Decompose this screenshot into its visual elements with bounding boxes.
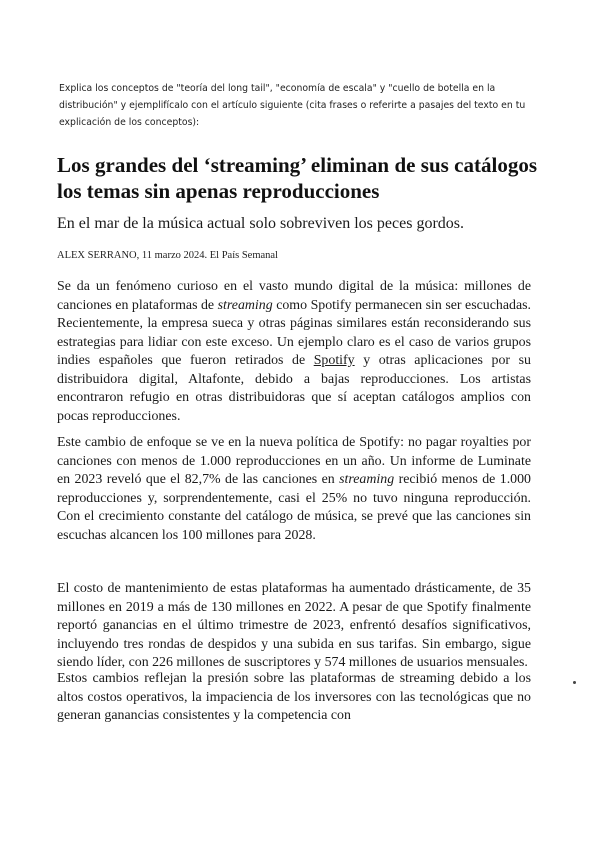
assignment-instructions: Explica los conceptos de "teoría del long tail", "economía de escala" y "cuello de botella en la distribución" y ejemplifícalo con el artículo siguiente (cita frases o referirte a pasajes del texto en tu explicación de los conceptos): <box>59 83 526 128</box>
article-paragraph-3: El costo de mantenimiento de estas plataformas ha aumentado drásticamente, de 35 millones en 2019 a más de 130 millones en 2022. A pesar de que Spotify finalmente reportó ganancias en el último trimestre de 2023, enfrentó desafíos significativos, incluyendo tres rondas de despidos y una subida en sus tarifas. Sin embargo, sigue siendo líder, con 226 millones de suscriptores y 574 millones de usuarios mensuales. <box>57 581 531 670</box>
paragraph-emphasis: streaming <box>217 297 273 313</box>
article-paragraph-1 <box>57 278 531 426</box>
byline-date-source: , 11 marzo 2024. El País Semanal <box>136 250 278 261</box>
paragraph-text: y otras aplicaciones por su distribuidora digital, Altafonte, debido a bajas reproducciones. Los artistas encontraron refugio en otras distribuidoras que sí aceptan catálogos amplios con pocas reproducciones. <box>57 353 531 424</box>
paragraph-text: Este cambio de enfoque se ve en la nueva política de Spotify: no pagar royalties por canciones con menos de 1.000 reproducciones en un año. Un informe de Luminate en 2023 reveló que el 82,7% de las canciones en <box>57 435 531 487</box>
paragraph-emphasis: streaming <box>339 472 395 487</box>
paragraph-text: como Spotify permanecen sin ser escuchadas. Recientemente, la empresa sueca y otras páginas similares están reconsiderando sus estrategias para lidiar con este exceso. Un ejemplo claro es el caso de varios grupos indies españoles que fueron retirados de <box>57 297 531 368</box>
paragraph-text: Se da un fenómeno curioso en el vasto mundo digital de la música: millones de canciones en plataformas de <box>57 279 531 313</box>
paragraph-text: recibió menos de 1.000 reproducciones y, sorprendentemente, casi el 25% no tuvo ninguna reproducción. Con el crecimiento constante del catálogo de música, se prevé que las canciones sin escuchas alcancen los 100 millones para 2028. <box>57 472 532 543</box>
article-byline <box>57 248 537 264</box>
scan-speck <box>573 681 576 684</box>
article-paragraph-2 <box>57 434 531 545</box>
byline-author: ALEX SERRANO <box>57 250 137 261</box>
article-paragraph-4: Estos cambios reflejan la presión sobre las plataformas de streaming debido a los altos costos operativos, la impaciencia de los inversores con las tecnológicas que no generan ganancias consistentes y la competencia con <box>57 671 531 723</box>
spotify-link[interactable]: Spotify <box>313 353 355 368</box>
article-subtitle: En el mar de la música actual solo sobreviven los peces gordos. <box>57 215 464 232</box>
article-title: Los grandes del ‘streaming’ eliminan de sus catálogos los temas sin apenas reproducciones <box>57 153 537 203</box>
